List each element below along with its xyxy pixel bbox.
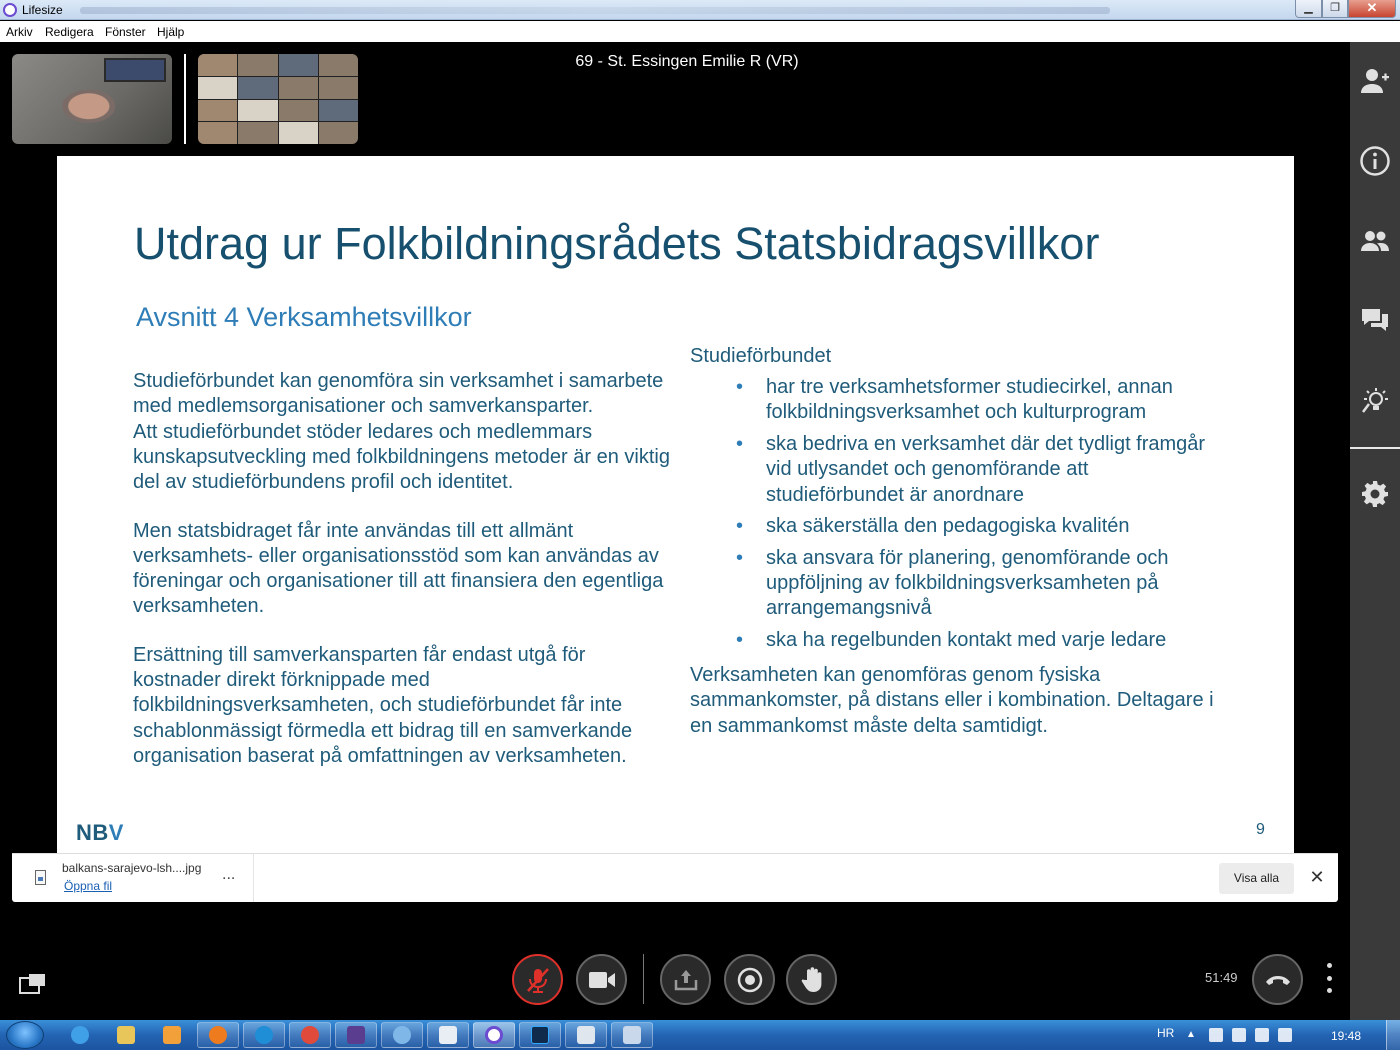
menu-arkiv[interactable]: Arkiv <box>6 25 33 39</box>
nbv-logo: NBV <box>76 820 124 845</box>
lifesize-app-icon <box>3 3 17 17</box>
skype-taskbar-button[interactable] <box>381 1022 423 1048</box>
show-hidden-icons-arrow-icon[interactable]: ▲ <box>1186 1029 1196 1040</box>
blurred-title-area <box>80 7 1110 14</box>
slide-page-number: 9 <box>1256 821 1265 838</box>
minimize-button[interactable]: ▁ <box>1295 0 1322 18</box>
sidebar-divider <box>1350 447 1400 449</box>
share-screen-button[interactable] <box>660 954 711 1005</box>
right-sidebar <box>1350 42 1400 1020</box>
network-signal-icon[interactable] <box>1255 1028 1269 1042</box>
power-icon[interactable] <box>1232 1028 1246 1042</box>
more-options-kebab-icon[interactable] <box>1324 963 1334 993</box>
edge-taskbar-button[interactable] <box>243 1022 285 1048</box>
system-tray <box>1186 1028 1292 1042</box>
menu-bar <box>0 21 1400 42</box>
image-file-icon <box>35 870 46 885</box>
window-taskbar-button[interactable] <box>611 1022 653 1048</box>
hand-icon <box>799 966 825 994</box>
lifesize-taskbar-button[interactable] <box>473 1022 515 1048</box>
chrome-taskbar-button[interactable] <box>289 1022 331 1048</box>
meeting-title: 69 - St. Essingen Emilie R (VR) <box>575 53 799 70</box>
right-intro: Studieförbundet <box>690 345 832 367</box>
slide-title: Utdrag ur Folkbildningsrådets Statsbidragsvillkor <box>134 218 1100 269</box>
slide-subtitle: Avsnitt 4 Verksamhetsvillkor <box>136 302 472 332</box>
layout-toggle-icon[interactable] <box>19 973 46 995</box>
language-indicator[interactable]: HR <box>1157 1026 1175 1040</box>
internet-explorer-icon[interactable] <box>62 1022 98 1048</box>
hang-up-icon <box>1264 971 1292 989</box>
camera-icon <box>588 970 616 990</box>
raise-hand-button[interactable] <box>786 954 837 1005</box>
start-button-icon[interactable] <box>6 1021 44 1049</box>
photoshop-taskbar-button[interactable] <box>519 1022 561 1048</box>
maximize-button[interactable]: ❐ <box>1322 0 1348 18</box>
tile-divider <box>184 54 186 144</box>
calculator-taskbar-button[interactable] <box>565 1022 607 1048</box>
window-title: Lifesize <box>22 3 63 17</box>
record-icon <box>736 966 764 994</box>
menu-hjalp[interactable]: Hjälp <box>157 25 185 39</box>
volume-icon[interactable] <box>1278 1028 1292 1042</box>
more-options-icon[interactable]: ... <box>222 866 236 883</box>
close-download-bar-icon[interactable]: ✕ <box>1309 867 1325 887</box>
add-person-icon[interactable] <box>1350 56 1400 106</box>
notepad-taskbar-button[interactable] <box>427 1022 469 1048</box>
menu-redigera[interactable]: Redigera <box>45 25 94 39</box>
share-icon <box>673 967 699 993</box>
left-paragraph-3: Ersättning till samverkansparten får endast utgå för kostnader direkt förknippade med folkbildningsverksamheten, och studieförbundet får inte schablonmässigt förmedla ett bidrag till en samverkande organisation baserat på omfattningen av verksamheten. <box>133 644 633 767</box>
file-explorer-icon[interactable] <box>108 1022 144 1048</box>
firefox-taskbar-button[interactable] <box>197 1022 239 1048</box>
info-icon[interactable] <box>1350 136 1400 186</box>
menu-fonster[interactable]: Fönster <box>105 25 146 39</box>
settings-icon[interactable] <box>1350 469 1400 519</box>
end-call-button[interactable] <box>1252 954 1303 1005</box>
download-item[interactable] <box>12 854 254 902</box>
media-player-icon[interactable] <box>154 1022 190 1048</box>
participants-video-grid[interactable] <box>198 54 358 144</box>
lightbulb-icon[interactable] <box>1350 376 1400 426</box>
record-button[interactable] <box>724 954 775 1005</box>
presentation-slide <box>57 156 1294 856</box>
right-outro: Verksamheten kan genomföras genom fysiska sammankomster, på distans eller i kombination. Deltagare i en sammankomst måste delta samtidigt. <box>690 664 1214 737</box>
open-file-link[interactable]: Öppna fil <box>64 879 113 893</box>
camera-button[interactable] <box>576 954 627 1005</box>
mute-mic-button[interactable] <box>512 954 563 1005</box>
slide-left-column <box>133 344 673 793</box>
controls-divider <box>643 954 644 1004</box>
show-desktop-button[interactable] <box>1386 1020 1400 1050</box>
chat-icon[interactable] <box>1350 295 1400 345</box>
show-all-button[interactable]: Visa alla <box>1219 863 1294 894</box>
taskbar-clock[interactable]: 19:48 <box>1331 1029 1362 1043</box>
self-video-tile[interactable] <box>12 54 172 144</box>
action-center-flag-icon[interactable] <box>1209 1028 1223 1042</box>
bullet-item: • ska ha regelbunden kontakt med varje ledare <box>690 628 1230 653</box>
bullet-item: • ska ansvara för planering, genomförande och uppföljning av folkbildningsverksamheten på arrangemangsnivå <box>690 546 1230 622</box>
slide-right-column <box>690 344 1230 739</box>
bullet-item: • har tre verksamhetsformer studiecirkel, annan folkbildningsverksamhet och kulturprogram <box>690 375 1230 425</box>
left-paragraph-2: Men statsbidraget får inte användas till ett allmänt verksamhets- eller organisationsstöd som kan användas av föreningar och organisationer till att finansiera den egentliga verksamheten. <box>133 519 664 618</box>
right-bullet-list <box>690 375 1230 653</box>
close-window-button[interactable]: ✕ <box>1348 0 1396 18</box>
save-app-taskbar-button[interactable] <box>335 1022 377 1048</box>
download-bar <box>12 853 1338 902</box>
download-filename: balkans-sarajevo-lsh....jpg <box>62 861 202 875</box>
mic-muted-icon <box>525 966 551 994</box>
left-paragraph-1: Studieförbundet kan genomföra sin verksamhet i samarbete med medlemsorganisationer och samverkansparter. Att studieförbundet stöder ledares och medlemmars kunskapsutveckling med folkbildningens metoder är en viktig del av studieförbundens profil och identitet. <box>133 370 670 494</box>
participants-icon[interactable] <box>1350 216 1400 266</box>
bullet-item: • ska bedriva en verksamhet där det tydligt framgår vid utlysandet och genomförande att studieförbundet är anordnare <box>690 432 1230 508</box>
call-timer: 51:49 <box>1205 970 1238 985</box>
windows-taskbar <box>0 1020 1400 1050</box>
bullet-item: • ska säkerställa den pedagogiska kvalitén <box>690 514 1230 539</box>
window-titlebar <box>0 0 1400 20</box>
background-picture <box>104 58 166 82</box>
